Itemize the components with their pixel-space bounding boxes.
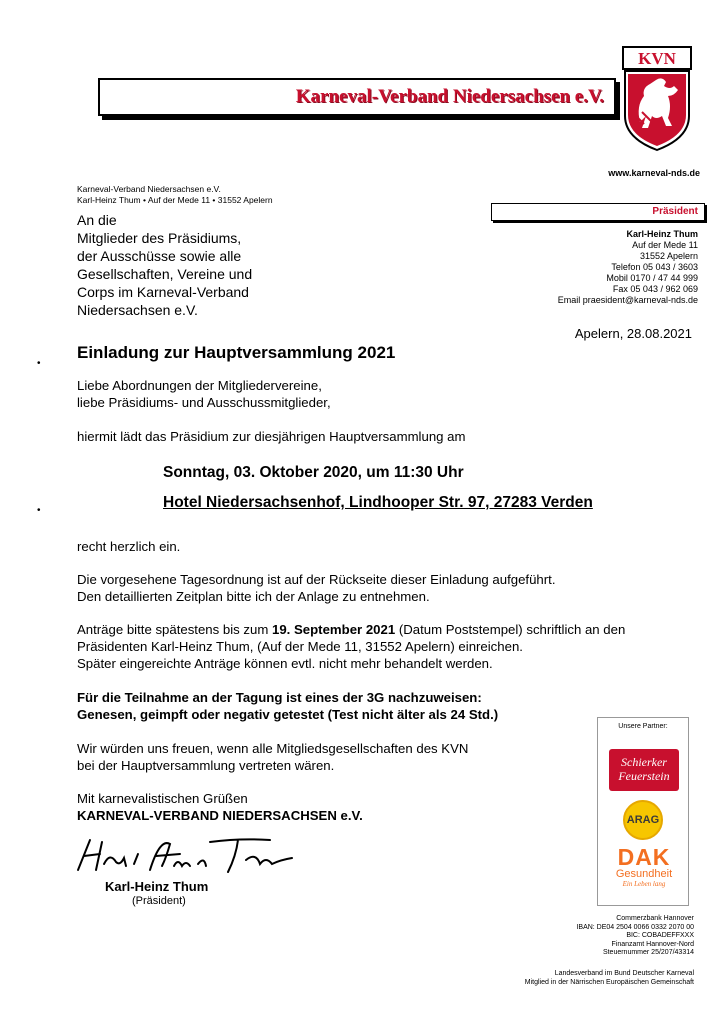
bank-line: Steuernummer 25/207/43314 bbox=[602, 949, 694, 956]
recipient-line: Mitglieder des Präsidiums, bbox=[77, 230, 242, 246]
wish-line: bei der Hauptversammlung vertreten wären. bbox=[77, 758, 335, 773]
regards bbox=[77, 790, 363, 824]
sender-line: Karneval-Verband Niedersachsen e.V. bbox=[77, 184, 221, 194]
margin-dot: • bbox=[37, 505, 41, 516]
sender-line: Karl-Heinz Thum • Auf der Mede 11 • 31552 Apelern bbox=[77, 195, 273, 205]
greeting-line: Liebe Abordnungen der Mitgliedervereine, bbox=[77, 378, 322, 393]
schierker-line: Feuerstein bbox=[618, 769, 670, 783]
kvn-crest-logo bbox=[622, 46, 692, 152]
letter-heading: Einladung zur Hauptversammlung 2021 bbox=[77, 343, 396, 362]
covid-line: Genesen, geimpft oder negativ getestet (Test nicht älter als 24 Std.) bbox=[77, 707, 499, 722]
dak-tagline: Ein Leben lang bbox=[622, 880, 666, 888]
website-url[interactable]: www.karneval-nds.de bbox=[608, 168, 700, 178]
arag-logo[interactable]: ARAG bbox=[623, 800, 663, 840]
closing-invite: recht herzlich ein. bbox=[77, 539, 181, 554]
dak-gesundheit-logo[interactable] bbox=[606, 846, 682, 888]
bank-line: IBAN: DE04 2504 0066 0332 2070 00 bbox=[576, 923, 694, 931]
event-place: Hotel Niedersachsenhof, Lindhooper Str. 97, 27283 Verden bbox=[163, 494, 593, 511]
contact-phone: Telefon 05 043 / 3603 bbox=[611, 262, 698, 272]
bank-line: BIC: COBADEFFXXX bbox=[626, 932, 694, 939]
covid-notice bbox=[77, 689, 498, 723]
partners-title: Unsere Partner: bbox=[618, 723, 668, 730]
agenda-line: Die vorgesehene Tagesordnung ist auf der Rückseite dieser Einladung aufgeführt. bbox=[77, 572, 556, 587]
recipient-line: Gesellschaften, Vereine und bbox=[77, 266, 253, 282]
dak-main: DAK bbox=[617, 844, 671, 870]
signer-role: (Präsident) bbox=[132, 895, 186, 907]
handwritten-signature bbox=[70, 830, 300, 880]
banner-title: Karneval-Verband Niedersachsen e.V. bbox=[295, 86, 604, 107]
footer-line: Mitglied in der Närrischen Europäischen Gemeinschaft bbox=[524, 978, 694, 986]
intro-text: hiermit lädt das Präsidium zur diesjährigen Hauptversammlung am bbox=[77, 429, 466, 444]
recipient-line: Niedersachsen e.V. bbox=[77, 302, 198, 318]
recipient-address bbox=[77, 211, 252, 319]
motions-line: Später eingereichte Anträge können evtl. nicht mehr behandelt werden. bbox=[77, 656, 493, 671]
schierker-line: Schierker bbox=[621, 755, 667, 769]
president-label: Präsident bbox=[652, 206, 698, 217]
motions-pre: Anträge bitte spätestens bis zum bbox=[77, 622, 272, 637]
footer-line: Landesverband im Bund Deutscher Karneval bbox=[554, 970, 694, 977]
wish-line: Wir würden uns freuen, wenn alle Mitgliedsgesellschaften des KVN bbox=[77, 741, 469, 756]
covid-line: Für die Teilnahme an der Tagung ist eines der 3G nachzuweisen: bbox=[77, 690, 482, 705]
contact-name: Karl-Heinz Thum bbox=[626, 229, 698, 239]
footer-membership bbox=[525, 970, 694, 987]
organization-name: KARNEVAL-VERBAND NIEDERSACHSEN e.V. bbox=[77, 808, 363, 823]
contact-email[interactable]: Email praesident@karneval-nds.de bbox=[557, 295, 698, 305]
signer-name: Karl-Heinz Thum bbox=[105, 879, 209, 894]
motions-post: (Datum Poststempel) schriftlich an den bbox=[395, 622, 626, 637]
bank-line: Commerzbank Hannover bbox=[616, 915, 694, 922]
bank-line: Finanzamt Hannover-Nord bbox=[611, 940, 694, 948]
event-date: Sonntag, 03. Oktober 2020, um 11:30 Uhr bbox=[163, 464, 464, 481]
header-banner bbox=[98, 78, 616, 116]
motions-paragraph bbox=[77, 621, 625, 672]
letter-date: Apelern, 28.08.2021 bbox=[574, 326, 692, 341]
agenda-paragraph bbox=[77, 571, 555, 605]
schierker-feuerstein-logo[interactable] bbox=[609, 749, 679, 791]
recipient-line: der Ausschüsse sowie alle bbox=[77, 248, 242, 264]
dak-sub: Gesundheit bbox=[615, 868, 673, 880]
contact-mobile: Mobil 0170 / 47 44 999 bbox=[606, 273, 698, 283]
motions-deadline: 19. September 2021 bbox=[272, 622, 396, 637]
greeting bbox=[77, 377, 331, 411]
sender-address bbox=[77, 184, 273, 206]
recipient-line: Corps im Karneval-Verband bbox=[77, 284, 249, 300]
contact-block bbox=[558, 229, 698, 306]
contact-city: 31552 Apelern bbox=[639, 251, 698, 261]
contact-street: Auf der Mede 11 bbox=[632, 240, 698, 250]
agenda-line: Den detaillierten Zeitplan bitte ich der Anlage zu entnehmen. bbox=[77, 589, 430, 604]
bank-details bbox=[576, 915, 694, 958]
president-box bbox=[491, 203, 705, 221]
regards-line: Mit karnevalistischen Grüßen bbox=[77, 791, 248, 806]
partners-panel bbox=[597, 717, 689, 906]
contact-fax: Fax 05 043 / 962 069 bbox=[612, 284, 698, 294]
margin-dot: • bbox=[37, 358, 41, 369]
wish-paragraph bbox=[77, 740, 468, 774]
crest-text: KVN bbox=[638, 49, 676, 68]
motions-line bbox=[77, 621, 625, 638]
recipient-line: An die bbox=[77, 212, 117, 228]
greeting-line: liebe Präsidiums- und Ausschussmitglieder, bbox=[77, 395, 331, 410]
motions-line: Präsidenten Karl-Heinz Thum, (Auf der Mede 11, 31552 Apelern) einreichen. bbox=[77, 639, 523, 654]
